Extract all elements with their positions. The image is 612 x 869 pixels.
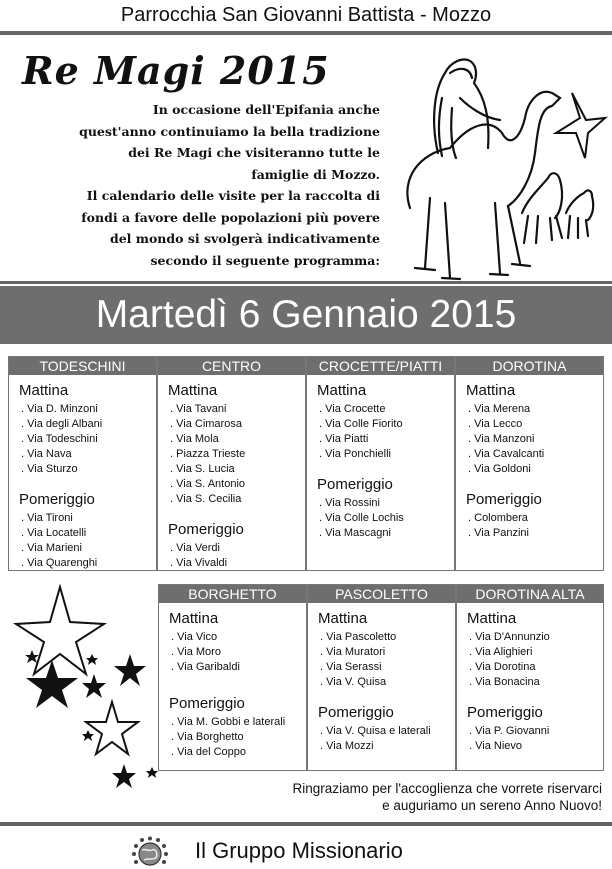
street-item: . Via Verdi xyxy=(170,541,305,556)
zone-column xyxy=(455,356,604,571)
zone-column xyxy=(306,356,455,571)
street-item: . Via Nava xyxy=(21,447,156,462)
zone-column xyxy=(157,356,306,571)
street-item: . Via Locatelli xyxy=(21,526,156,541)
afternoon-label: Pomeriggio xyxy=(19,491,95,508)
morning-label: Mattina xyxy=(466,382,516,399)
street-item: . Via degli Albani xyxy=(21,417,156,432)
street-item: . Via Todeschini xyxy=(21,432,156,447)
intro-line: del mondo si svolgerà indicativamente xyxy=(109,231,380,246)
intro-line: famiglie di Mozzo. xyxy=(251,166,380,182)
street-item: . Via Cimarosa xyxy=(170,417,305,432)
street-item: . Via Marieni xyxy=(21,541,156,556)
zone-title: BORGHETTO xyxy=(159,585,306,603)
zone-title: CENTRO xyxy=(158,357,305,375)
street-item: . Via Piatti xyxy=(319,432,454,447)
street-item: . Piazza Trieste xyxy=(170,447,305,462)
zone-column xyxy=(158,584,307,771)
street-item: . Via Crocette xyxy=(319,402,454,417)
intro-text xyxy=(8,99,380,271)
intro-line: dei Re Magi che visiteranno tutte le xyxy=(128,145,380,160)
street-item: . Via D. Minzoni xyxy=(21,402,156,417)
street-item: . Via Mola xyxy=(170,432,305,447)
intro-line: quest'anno continuiamo la bella tradizione xyxy=(79,123,380,139)
street-item: . Via Mascagni xyxy=(319,526,454,541)
group-name: Il Gruppo Missionario xyxy=(195,838,403,863)
street-item: . Via Muratori xyxy=(320,645,455,660)
zone-column xyxy=(307,584,456,771)
parish-header: Parrocchia San Giovanni Battista - Mozzo xyxy=(120,4,492,26)
thanks-line: e auguriamo un sereno Anno Nuovo! xyxy=(382,798,602,813)
zone-title: PASCOLETTO xyxy=(308,585,455,603)
street-item: . Via Quarenghi xyxy=(21,556,156,571)
footer-rule xyxy=(0,822,612,826)
thanks-message xyxy=(293,780,602,814)
street-item: . Via M. Gobbi e laterali xyxy=(171,715,306,730)
morning-label: Mattina xyxy=(467,610,517,627)
street-item: . Via D'Annunzio xyxy=(469,630,603,645)
footer xyxy=(0,832,612,869)
street-item: . Colombera xyxy=(468,511,603,526)
afternoon-label: Pomeriggio xyxy=(318,704,394,721)
street-item: . Via Manzoni xyxy=(468,432,603,447)
street-item: . Via Garibaldi xyxy=(171,660,306,675)
street-item: . Via Tironi xyxy=(21,511,156,526)
street-item: . Via P. Giovanni xyxy=(469,724,603,739)
morning-label: Mattina xyxy=(318,610,368,627)
street-item: . Via Vivaldi xyxy=(170,556,305,571)
morning-label: Mattina xyxy=(168,382,218,399)
street-item: . Via S. Cecilia xyxy=(170,492,305,507)
stars-cluster-icon xyxy=(12,582,162,792)
magi-camels-illustration xyxy=(390,38,610,286)
zone-title: DOROTINA xyxy=(456,357,603,375)
street-item: . Via V. Quisa e laterali xyxy=(320,724,455,739)
page-title: Re Magi 2015 xyxy=(22,48,330,93)
zone-title: CROCETTE/PIATTI xyxy=(307,357,454,375)
afternoon-label: Pomeriggio xyxy=(466,491,542,508)
intro-line: secondo il seguente programma: xyxy=(150,252,380,268)
top-rule xyxy=(0,31,612,35)
street-item: . Via Bonacina xyxy=(469,675,603,690)
street-item: . Via Borghetto xyxy=(171,730,306,745)
street-item: . Via Moro xyxy=(171,645,306,660)
shooting-star-icon xyxy=(556,93,605,158)
street-item: . Via Vico xyxy=(171,630,306,645)
street-item: . Via S. Antonio xyxy=(170,477,305,492)
street-item: . Via Sturzo xyxy=(21,462,156,477)
street-item: . Via Merena xyxy=(468,402,603,417)
street-item: . Via Nievo xyxy=(469,739,603,754)
street-item: . Via Colle Fiorito xyxy=(319,417,454,432)
street-item: . Via Rossini xyxy=(319,496,454,511)
zone-title: DOROTINA ALTA xyxy=(457,585,603,603)
street-item: . Via S. Lucia xyxy=(170,462,305,477)
street-item: . Via Serassi xyxy=(320,660,455,675)
afternoon-label: Pomeriggio xyxy=(169,695,245,712)
street-item: . Via Ponchielli xyxy=(319,447,454,462)
street-item: . Via V. Quisa xyxy=(320,675,455,690)
zone-column xyxy=(8,356,157,571)
date-banner: Martedì 6 Gennaio 2015 xyxy=(0,286,612,344)
intro-line: Il calendario delle visite per la raccolta di xyxy=(86,188,380,203)
street-item: . Via Cavalcanti xyxy=(468,447,603,462)
street-item: . Via Lecco xyxy=(468,417,603,432)
globe-icon xyxy=(130,836,170,868)
afternoon-label: Pomeriggio xyxy=(467,704,543,721)
afternoon-label: Pomeriggio xyxy=(317,476,393,493)
street-item: . Via Goldoni xyxy=(468,462,603,477)
street-item: . Via Mozzi xyxy=(320,739,455,754)
zone-column xyxy=(456,584,604,771)
street-item: . Via Pascoletto xyxy=(320,630,455,645)
morning-label: Mattina xyxy=(19,382,69,399)
street-item: . Via Tavani xyxy=(170,402,305,417)
thanks-line: Ringraziamo per l'accoglienza che vorrete riservarci xyxy=(292,781,602,796)
morning-label: Mattina xyxy=(317,382,367,399)
street-item: . Via Alighieri xyxy=(469,645,603,660)
intro-line: fondi a favore delle popolazioni più povere xyxy=(81,209,380,225)
street-item: . Via Colle Lochis xyxy=(319,511,454,526)
zone-title: TODESCHINI xyxy=(9,357,156,375)
street-item: . Via del Coppo xyxy=(171,745,306,760)
banner-top-rule xyxy=(0,281,612,284)
afternoon-label: Pomeriggio xyxy=(168,521,244,538)
street-item: . Via Panzini xyxy=(468,526,603,541)
intro-line: In occasione dell'Epifania anche xyxy=(152,102,380,117)
street-item: . Via Dorotina xyxy=(469,660,603,675)
morning-label: Mattina xyxy=(169,610,219,627)
